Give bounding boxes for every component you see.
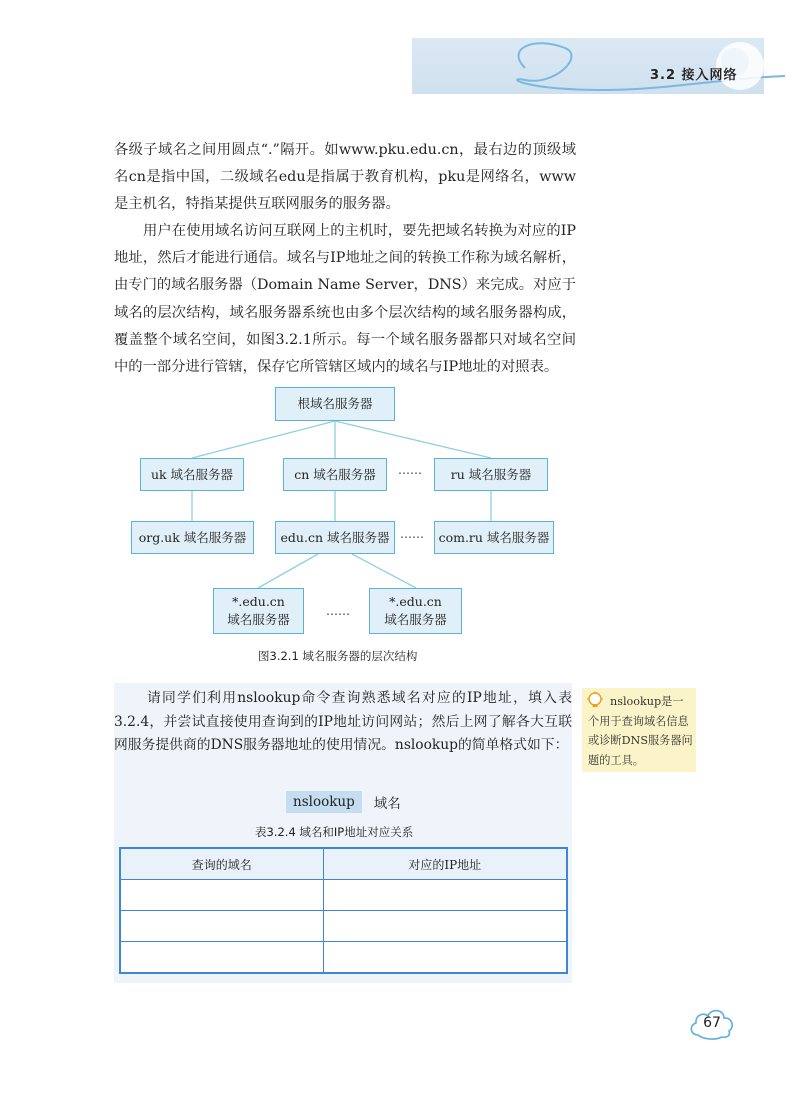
node-domain: *.edu.cn	[232, 594, 285, 609]
table-row	[120, 880, 567, 911]
cn-server-node: cn 域名服务器	[283, 458, 387, 491]
root-server-node: 根域名服务器	[275, 387, 395, 421]
paragraph: 用户在使用域名访问互联网上的主机时，要先把域名转换为对应的IP地址，然后才能进行通信。域名与IP地址之间的转换工作称为域名解析，由专门的域名服务器（Domain Name Server，DNS）来完成。对应于域名的层次结构，域名服务器系统也由多个层次结构的域名服务器构成，覆盖整个域名空间，如图3.2.1所示。每一个域名服务器都只对域名空间中的一部分进行管辖，保存它所管辖区域内的域名与IP地址的对照表。	[114, 223, 576, 376]
edu-cn-sub-server-node	[213, 588, 304, 634]
node-domain: *.edu.cn	[389, 594, 442, 609]
node-label: 域名服务器	[384, 612, 447, 627]
ellipsis: ……	[400, 527, 424, 541]
domain-ip-table	[119, 847, 568, 974]
table-cell	[120, 880, 323, 911]
table-cell	[323, 942, 567, 974]
page-number: 67	[703, 1015, 721, 1031]
table-row	[120, 942, 567, 974]
ellipsis: ……	[398, 463, 422, 477]
note-text: nslookup是一个用于查询域名信息或诊断DNS服务器问题的工具。	[588, 695, 693, 767]
table-cell	[323, 911, 567, 942]
com-ru-server-node: com.ru 域名服务器	[434, 521, 554, 554]
ru-server-node: ru 域名服务器	[434, 458, 548, 491]
table-cell	[323, 880, 567, 911]
org-uk-server-node: org.uk 域名服务器	[131, 521, 254, 554]
figure-caption: 图3.2.1 域名服务器的层次结构	[258, 649, 418, 663]
header-wave-decoration	[495, 28, 795, 108]
table-row	[120, 911, 567, 942]
table-caption: 表3.2.4 域名和IP地址对应关系	[255, 825, 414, 839]
ellipsis: ……	[326, 604, 350, 618]
column-header: 查询的域名	[120, 848, 323, 880]
activity-text: 请同学们利用nslookup命令查询熟悉域名对应的IP地址，填入表3.2.4，并尝试直接使用查询到的IP地址访问网站；然后上网了解各大互联网服务提供商的DNS服务器地址的使用情况。nslookup的简单格式如下：	[114, 690, 572, 753]
paragraph: 各级子域名之间用圆点“.”隔开。如www.pku.edu.cn，最右边的顶级域名cn是指中国，二级域名edu是指属于教育机构，pku是网络名，www是主机名，特指某提供互联网服务的服务器。	[114, 142, 576, 213]
node-label: 域名服务器	[227, 612, 290, 627]
command-syntax	[286, 788, 401, 815]
column-header: 对应的IP地址	[323, 848, 567, 880]
uk-server-node: uk 域名服务器	[140, 458, 244, 491]
edu-cn-sub-server-node	[369, 588, 462, 634]
table-header-row	[120, 848, 567, 880]
section-title: 3.2 接入网络	[650, 68, 738, 83]
side-note	[582, 688, 696, 772]
table-cell	[120, 942, 323, 974]
command-argument: 域名	[373, 795, 401, 812]
table-cell	[120, 911, 323, 942]
edu-cn-server-node: edu.cn 域名服务器	[275, 521, 395, 554]
command-name: nslookup	[286, 791, 362, 813]
